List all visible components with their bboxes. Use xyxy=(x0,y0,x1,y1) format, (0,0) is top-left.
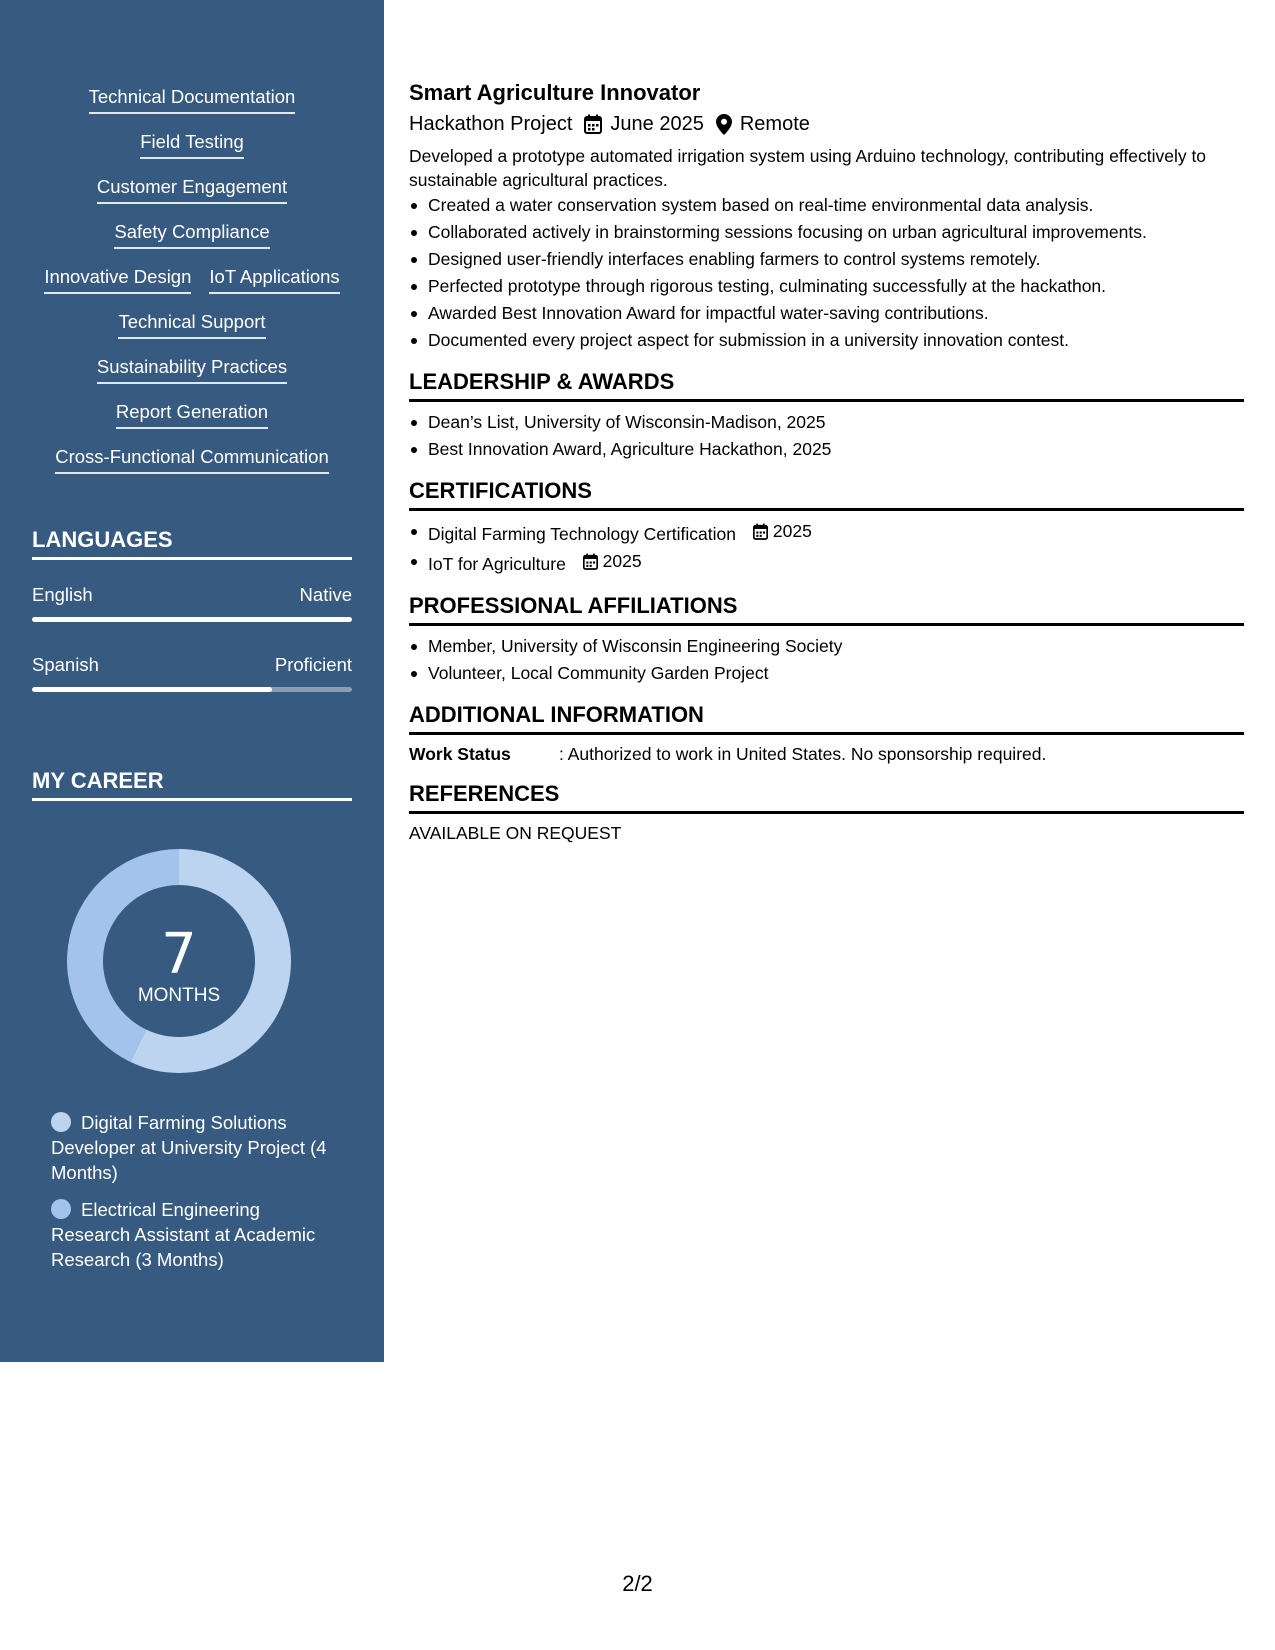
career-legend-dot xyxy=(51,1199,71,1219)
list-item: Volunteer, Local Community Garden Project xyxy=(409,660,1244,687)
language-level: Proficient xyxy=(274,654,352,675)
language-english xyxy=(32,584,352,622)
languages-heading: LANGUAGES xyxy=(32,527,352,560)
career-total-value: 7 xyxy=(161,922,197,987)
skill-tag: Field Testing xyxy=(140,131,244,159)
project-date: June 2025 xyxy=(610,113,704,135)
skill-tag: Report Generation xyxy=(116,401,268,429)
certification-year: 2025 xyxy=(772,521,812,541)
skill-tag: Customer Engagement xyxy=(97,176,287,204)
skill-tag: Sustainability Practices xyxy=(97,356,287,384)
references-heading: REFERENCES xyxy=(409,780,1244,814)
list-item: Documented every project aspect for submission in a university innovation contest. xyxy=(409,327,1244,354)
career-heading: MY CAREER xyxy=(32,768,352,801)
calendar-icon xyxy=(584,114,602,134)
skill-tag: Cross-Functional Communication xyxy=(55,446,329,474)
references-text: AVAILABLE ON REQUEST xyxy=(409,823,622,843)
skill-row xyxy=(20,401,364,446)
project-description: Developed a prototype automated irrigation system using Arduino technology, contributing effectively to sustainable agricultural practices. xyxy=(409,146,1207,190)
language-bar-fill xyxy=(32,687,272,692)
skill-row xyxy=(20,266,364,311)
certification-year: 2025 xyxy=(602,551,642,571)
list-item: Best Innovation Award, Agriculture Hackathon, 2025 xyxy=(409,436,1244,463)
career-legend-dot xyxy=(51,1112,71,1132)
skill-tag: Safety Compliance xyxy=(114,221,269,249)
career-donut-chart xyxy=(66,848,292,1074)
list-item: Created a water conservation system based on real-time environmental data analysis. xyxy=(409,192,1244,219)
skill-tag: Technical Support xyxy=(118,311,265,339)
skill-row xyxy=(20,311,364,356)
work-status-value: : Authorized to work in United States. No sponsorship required. xyxy=(559,744,1047,764)
list-item: Collaborated actively in brainstorming sessions focusing on urban agricultural improvements. xyxy=(409,219,1244,246)
project-meta xyxy=(409,109,1244,139)
location-pin-icon xyxy=(716,114,732,135)
list-item: Perfected prototype through rigorous testing, culminating successfully at the hackathon. xyxy=(409,273,1244,300)
language-level: Native xyxy=(299,584,352,605)
calendar-icon xyxy=(583,553,598,570)
certification-item xyxy=(409,518,1244,548)
skill-tag: IoT Applications xyxy=(209,266,339,294)
skill-row xyxy=(20,131,364,176)
project-subtitle: Hackathon Project xyxy=(409,113,573,135)
career-item xyxy=(51,1197,341,1272)
work-status-label: Work Status xyxy=(409,744,511,764)
skill-tag: Innovative Design xyxy=(44,266,191,294)
leadership-heading: LEADERSHIP & AWARDS xyxy=(409,368,1244,402)
skill-row xyxy=(20,221,364,266)
calendar-icon xyxy=(753,523,768,540)
certification-name: IoT for Agriculture xyxy=(428,554,566,574)
career-item xyxy=(51,1110,341,1185)
career-item-text: Digital Farming Solutions Developer at University Project (4 Months) xyxy=(51,1112,327,1183)
work-status-row xyxy=(409,742,1244,766)
main-content xyxy=(409,78,1244,845)
certification-item xyxy=(409,548,1244,578)
skill-row xyxy=(20,86,364,131)
additional-info-heading: ADDITIONAL INFORMATION xyxy=(409,701,1244,735)
language-name: Spanish xyxy=(32,654,99,675)
skill-row xyxy=(20,176,364,221)
certifications-heading: CERTIFICATIONS xyxy=(409,477,1244,511)
language-bar-fill xyxy=(32,617,352,622)
language-bar xyxy=(32,617,352,622)
affiliations-list xyxy=(409,633,1244,687)
certification-name: Digital Farming Technology Certification xyxy=(428,524,737,544)
leadership-list xyxy=(409,409,1244,463)
project-location: Remote xyxy=(739,113,810,135)
project-bullets xyxy=(409,192,1244,354)
career-total-unit: MONTHS xyxy=(137,985,221,1006)
skill-tag: Technical Documentation xyxy=(89,86,296,114)
list-item: Awarded Best Innovation Award for impactful water-saving contributions. xyxy=(409,300,1244,327)
language-spanish xyxy=(32,654,352,692)
sidebar xyxy=(0,0,384,1362)
page-number: 2/2 xyxy=(622,1571,653,1596)
affiliations-heading: PROFESSIONAL AFFILIATIONS xyxy=(409,592,1244,626)
list-item: Dean’s List, University of Wisconsin-Madison, 2025 xyxy=(409,409,1244,436)
skill-row xyxy=(20,356,364,401)
language-bar xyxy=(32,687,352,692)
skill-row xyxy=(20,446,364,491)
career-item-text: Electrical Engineering Research Assistant at Academic Research (3 Months) xyxy=(51,1199,316,1270)
language-name: English xyxy=(32,584,93,605)
list-item: Member, University of Wisconsin Engineering Society xyxy=(409,633,1244,660)
skills-list xyxy=(20,86,364,491)
certifications-list xyxy=(409,518,1244,578)
list-item: Designed user-friendly interfaces enabling farmers to control systems remotely. xyxy=(409,246,1244,273)
project-title: Smart Agriculture Innovator xyxy=(409,80,701,105)
